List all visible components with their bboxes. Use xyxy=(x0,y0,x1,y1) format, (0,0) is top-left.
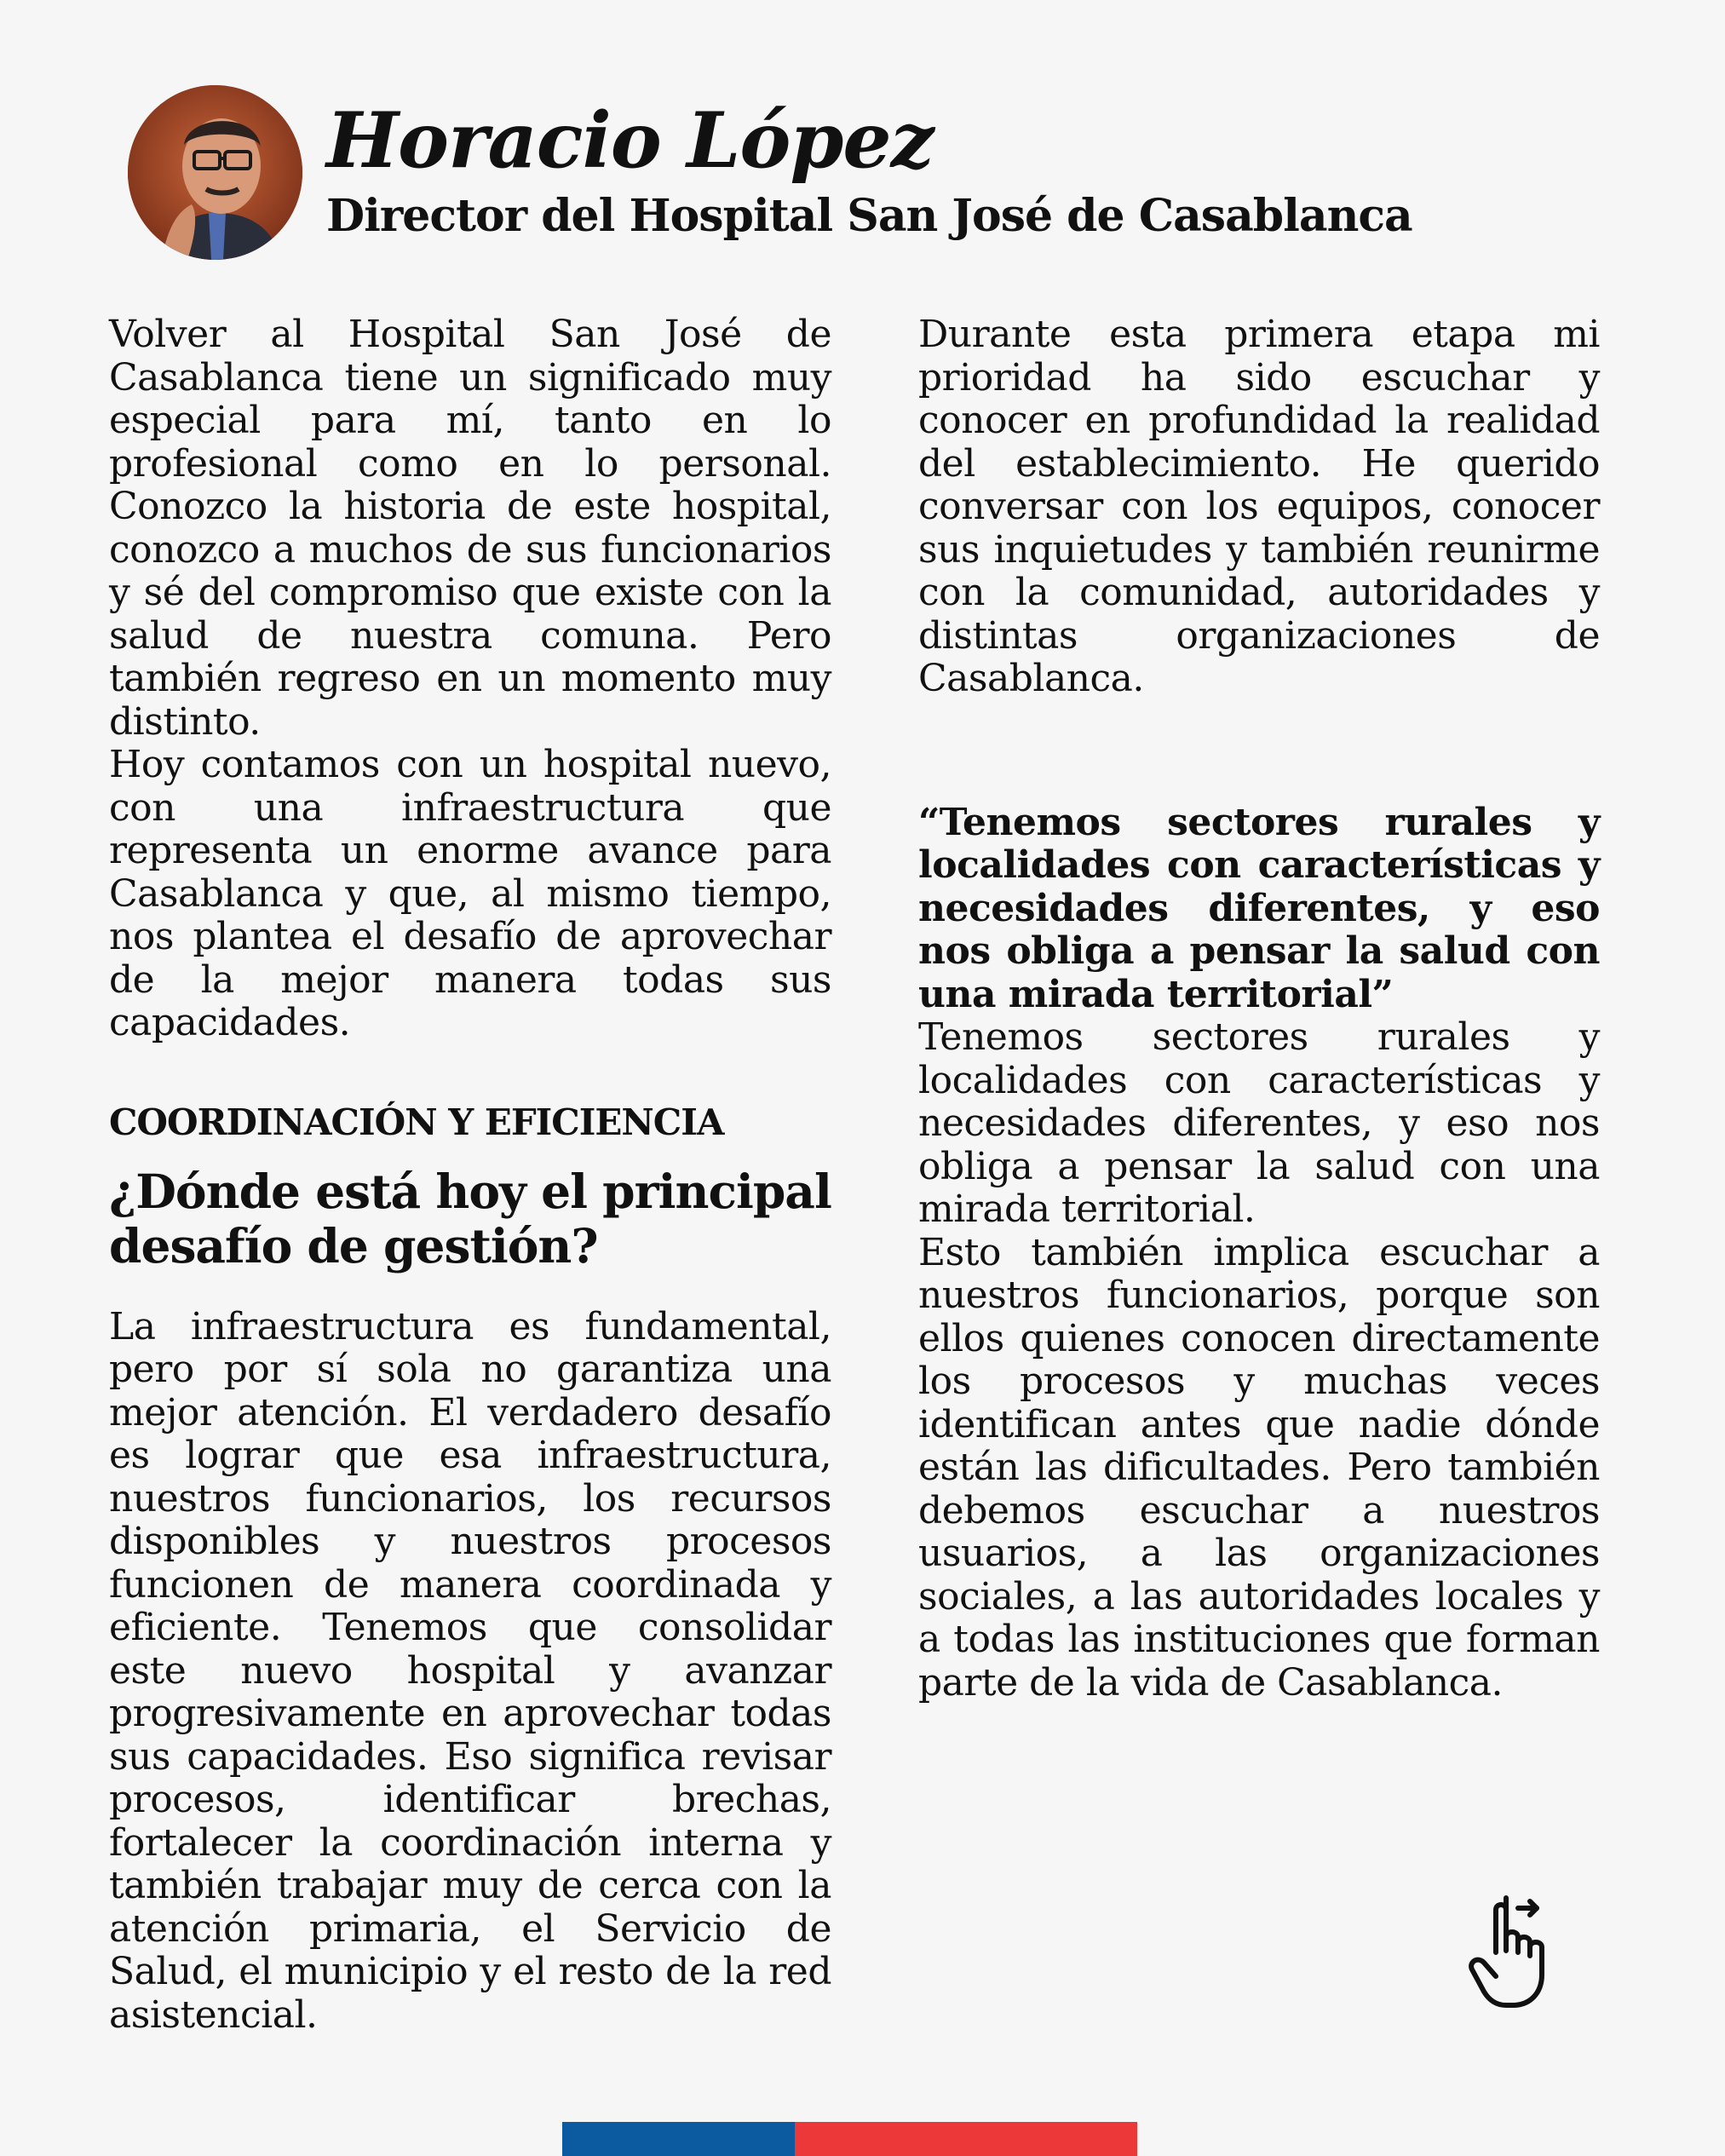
section-title: COORDINACIÓN Y EFICIENCIA xyxy=(109,1101,724,1143)
swipe-hand-icon[interactable] xyxy=(1467,1891,1562,2010)
left-column xyxy=(109,313,831,2037)
flag-color-bar xyxy=(562,2122,1137,2156)
paragraph: Hoy contamos con un hospital nuevo, con una infraestructura que representa un enorme avance para Casablanca y que, al mismo tiempo, nos plantea el desafío de aprovechar de la mejor manera todas sus capacidades. xyxy=(109,743,831,1044)
paragraph: Tenemos sectores rurales y localidades con características y necesidades diferentes, y eso nos obliga a pensar la salud con una mirada territorial. xyxy=(918,1015,1600,1231)
paragraph: Durante esta primera etapa mi prioridad ha sido escuchar y conocer en profundidad la realidad del establecimiento. He querido conversar con los equipos, conocer sus inquietudes y también reunirme con la comunidad, autoridades y distintas organizaciones de Casablanca. xyxy=(918,313,1600,700)
right-column xyxy=(918,313,1600,1705)
flag-blue-segment xyxy=(562,2122,795,2156)
pull-quote: “Tenemos sectores rurales y localidades con características y necesidades diferentes, y eso nos obliga a pensar la salud con una mirada territorial” xyxy=(918,800,1600,1016)
interview-question: ¿Dónde está hoy el principal desafío de gestión? xyxy=(109,1163,831,1273)
avatar xyxy=(128,85,302,260)
person-name: Horacio López xyxy=(326,95,934,186)
portrait-photo xyxy=(128,85,302,260)
paragraph: Esto también implica escuchar a nuestros funcionarios, porque son ellos quienes conocen directamente los procesos y muchas veces identifican antes que nadie dónde están las dificultades. Pero también debemos escuchar a nuestros usuarios, a las organizaciones sociales, a las autoridades locales y a todas las instituciones que forman parte de la vida de Casablanca. xyxy=(918,1230,1600,1705)
person-role: Director del Hospital San José de Casablanca xyxy=(326,190,1412,242)
paragraph: Volver al Hospital San José de Casablanca tiene un significado muy especial para mí, tanto en lo profesional como en lo personal. Conozco la historia de este hospital, conozco a muchos de sus funcionarios y sé del compromiso que existe con la salud de nuestra comuna. Pero también regreso en un momento muy distinto. xyxy=(109,313,831,744)
flag-red-segment xyxy=(795,2122,1137,2156)
interview-answer: La infraestructura es fundamental, pero por sí sola no garantiza una mejor atención. El verdadero desafío es lograr que esa infraestructura, nuestros funcionarios, los recursos disponibles y nuestros procesos funcionen de manera coordinada y eficiente. Tenemos que consolidar este nuevo hospital y avanzar progresivamente en aprovechar todas sus capacidades. Eso significa revisar procesos, identificar brechas, fortalecer la coordinación interna y también trabajar muy de cerca con la atención primaria, el Servicio de Salud, el municipio y el resto de la red asistencial. xyxy=(109,1304,831,2037)
